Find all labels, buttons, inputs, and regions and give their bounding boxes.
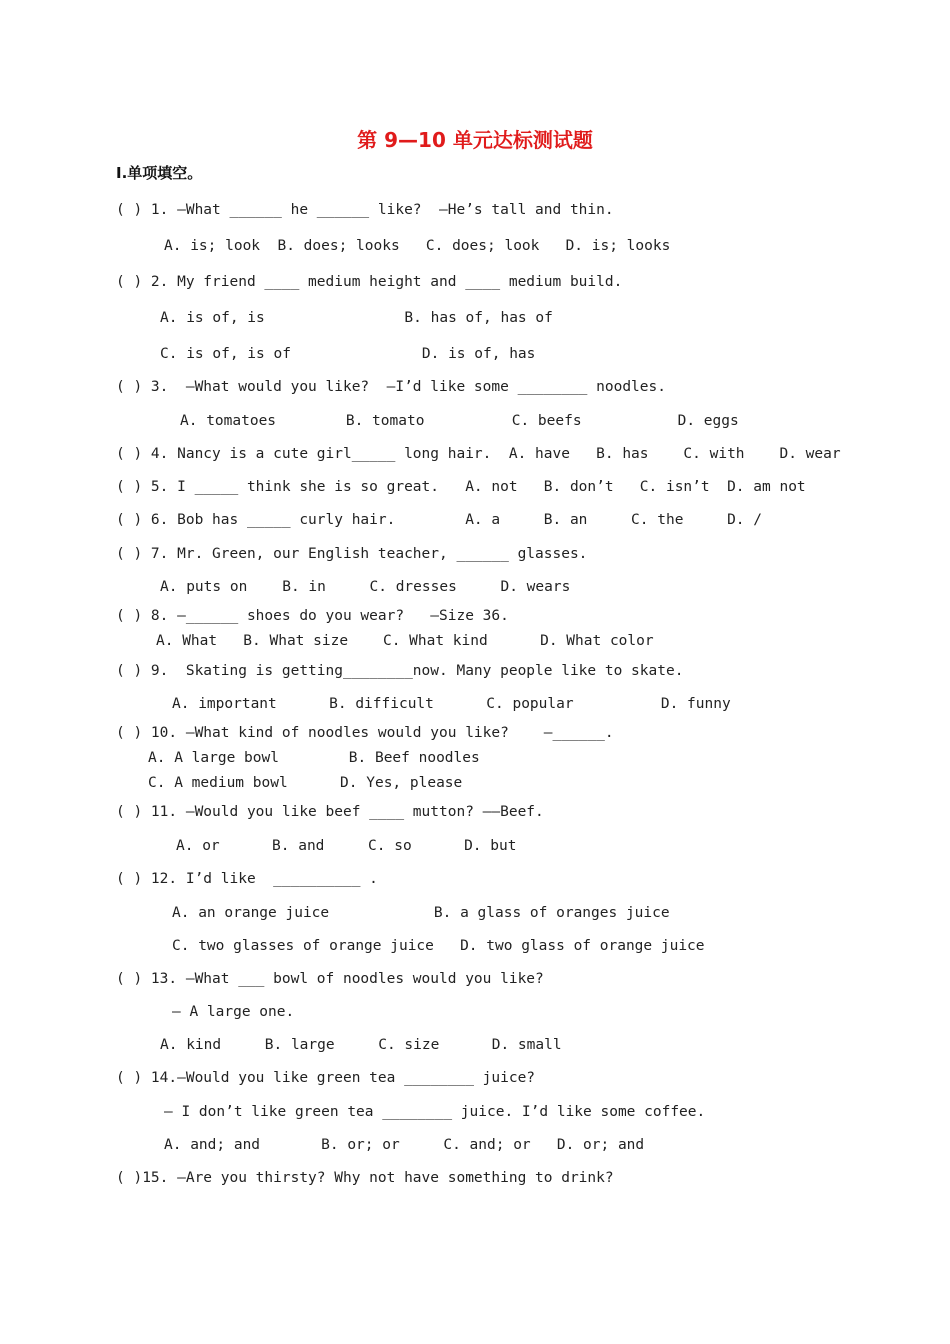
question-line: ( ) 8. —______ shoes do you wear? —Size 36. xyxy=(116,608,509,624)
question-line: ( ) 7. Mr. Green, our English teacher, ______ glasses. xyxy=(116,546,588,562)
question-line: ( ) 4. Nancy is a cute girl_____ long hair. A. have B. has C. with D. wear xyxy=(116,446,841,462)
question-line: A. is; look B. does; looks C. does; look D. is; looks xyxy=(164,238,671,254)
question-line: A. puts on B. in C. dresses D. wears xyxy=(160,579,571,595)
question-line: A. A large bowl B. Beef noodles xyxy=(148,750,480,766)
question-line: ( ) 3. —What would you like? —I’d like some ________ noodles. xyxy=(116,379,666,395)
question-line: ( ) 9. Skating is getting________now. Many people like to skate. xyxy=(116,663,684,679)
question-line: C. is of, is of D. is of, has xyxy=(160,346,536,362)
question-line: A. kind B. large C. size D. small xyxy=(160,1037,562,1053)
question-line: A. is of, is B. has of, has of xyxy=(160,310,553,326)
question-line: A. or B. and C. so D. but xyxy=(176,838,517,854)
page-title: 第 9—10 单元达标测试题 xyxy=(357,128,593,152)
question-line: ( ) 6. Bob has _____ curly hair. A. a B. an C. the D. / xyxy=(116,512,763,528)
question-line: ( ) 12. I’d like __________ . xyxy=(116,871,378,887)
question-line: ( ) 13. —What ___ bowl of noodles would you like? xyxy=(116,971,544,987)
question-line: A. What B. What size C. What kind D. What color xyxy=(156,633,654,649)
question-line: A. and; and B. or; or C. and; or D. or; and xyxy=(164,1137,645,1153)
question-line: ( ) 14.—Would you like green tea ________ juice? xyxy=(116,1070,536,1086)
question-line: A. important B. difficult C. popular D. funny xyxy=(172,696,731,712)
section-heading: I.单项填空。 xyxy=(116,164,203,182)
question-line: — I don’t like green tea ________ juice. I’d like some coffee. xyxy=(164,1104,706,1120)
question-line: ( ) 1. —What ______ he ______ like? —He’s tall and thin. xyxy=(116,202,614,218)
question-line: C. two glasses of orange juice D. two glass of orange juice xyxy=(172,938,705,954)
question-line: ( ) 5. I _____ think she is so great. A. not B. don’t C. isn’t D. am not xyxy=(116,479,806,495)
question-line: A. tomatoes B. tomato C. beefs D. eggs xyxy=(180,413,739,429)
question-line: ( ) 2. My friend ____ medium height and ____ medium build. xyxy=(116,274,623,290)
question-line: A. an orange juice B. a glass of oranges juice xyxy=(172,905,670,921)
question-line: ( )15. —Are you thirsty? Why not have something to drink? xyxy=(116,1170,614,1186)
question-line: — A large one. xyxy=(172,1004,295,1020)
question-line: C. A medium bowl D. Yes, please xyxy=(148,775,463,791)
question-line: ( ) 10. —What kind of noodles would you like? —______. xyxy=(116,725,614,741)
question-line: ( ) 11. —Would you like beef ____ mutton? ——Beef. xyxy=(116,804,544,820)
